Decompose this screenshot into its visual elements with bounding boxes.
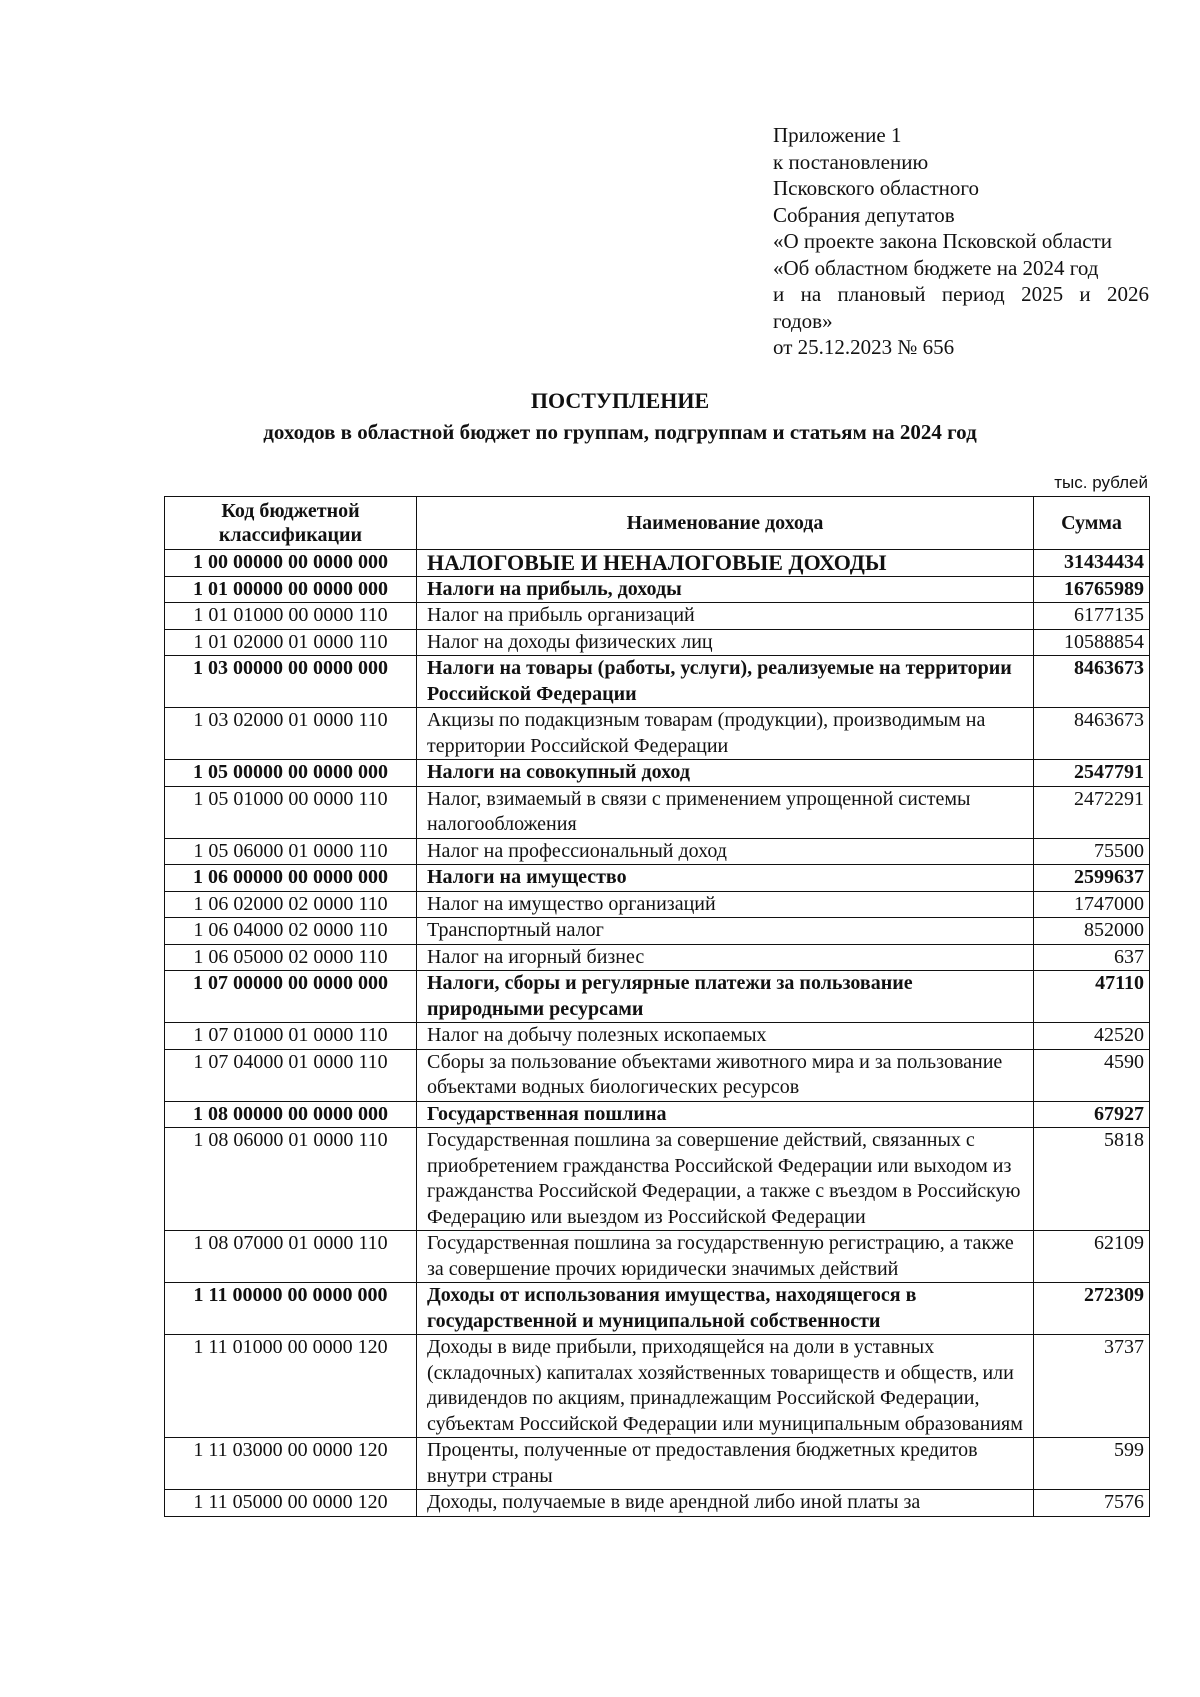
amount-cell: 8463673 [1034,656,1150,708]
name-cell: Государственная пошлина за государственную регистрацию, а также за совершение прочих юридически значимых действий [417,1231,1034,1283]
name-cell: НАЛОГОВЫЕ И НЕНАЛОГОВЫЕ ДОХОДЫ [417,550,1034,577]
table-row [165,838,1150,865]
code-cell: 1 01 02000 01 0000 110 [165,629,417,656]
appendix-line: Приложение 1 [773,123,902,147]
table-row [165,629,1150,656]
code-cell: 1 01 01000 00 0000 110 [165,603,417,630]
name-cell: Налоги на совокупный доход [417,760,1034,787]
table-row [165,1049,1150,1101]
unit-label: тыс. рублей [1054,473,1148,492]
name-cell: Налоги, сборы и регулярные платежи за пользование природными ресурсами [417,971,1034,1023]
name-cell: Государственная пошлина [417,1101,1034,1128]
amount-cell: 2599637 [1034,865,1150,892]
amount-cell: 272309 [1034,1283,1150,1335]
name-cell: Налоги на имущество [417,865,1034,892]
table-row [165,865,1150,892]
amount-cell: 8463673 [1034,708,1150,760]
code-cell: 1 01 00000 00 0000 000 [165,576,417,603]
revenue-table [164,496,1150,1517]
code-cell: 1 03 02000 01 0000 110 [165,708,417,760]
code-cell: 1 08 06000 01 0000 110 [165,1128,417,1231]
appendix-line: и на плановый период 2025 и 2026 [773,282,1149,306]
amount-cell: 3737 [1034,1335,1150,1438]
table-row [165,576,1150,603]
amount-cell: 10588854 [1034,629,1150,656]
table-row [165,1128,1150,1231]
table-row [165,1231,1150,1283]
appendix-line: к постановлению [773,149,929,174]
amount-cell: 31434434 [1034,550,1150,577]
table-row [165,550,1150,577]
code-cell: 1 05 00000 00 0000 000 [165,760,417,787]
code-cell: 1 07 01000 01 0000 110 [165,1023,417,1050]
amount-cell: 5818 [1034,1128,1150,1231]
code-cell: 1 06 00000 00 0000 000 [165,865,417,892]
name-cell: Налог на профессиональный доход [417,838,1034,865]
amount-cell: 2547791 [1034,760,1150,787]
name-cell: Налоги на товары (работы, услуги), реализуемые на территории Российской Федерации [417,656,1034,708]
appendix-note [773,122,1149,361]
table-header-row [165,497,1150,550]
header-code: Код бюджетной классификации [165,497,417,550]
code-cell: 1 08 00000 00 0000 000 [165,1101,417,1128]
name-cell: Налог на добычу полезных ископаемых [417,1023,1034,1050]
table-row [165,1490,1150,1517]
table-row [165,1335,1150,1438]
appendix-line: годов» [773,308,833,333]
table-row [165,944,1150,971]
name-cell: Налог на игорный бизнес [417,944,1034,971]
appendix-line: Собрания депутатов [773,202,955,227]
code-cell: 1 05 01000 00 0000 110 [165,786,417,838]
amount-cell: 67927 [1034,1101,1150,1128]
amount-cell: 852000 [1034,918,1150,945]
table-row [165,786,1150,838]
name-cell: Налог, взимаемый в связи с применением упрощенной системы налогообложения [417,786,1034,838]
code-cell: 1 05 06000 01 0000 110 [165,838,417,865]
table-body [165,550,1150,1517]
name-cell: Налоги на прибыль, доходы [417,576,1034,603]
amount-cell: 637 [1034,944,1150,971]
amount-cell: 4590 [1034,1049,1150,1101]
name-cell: Налог на прибыль организаций [417,603,1034,630]
code-cell: 1 11 05000 00 0000 120 [165,1490,417,1517]
table-row [165,971,1150,1023]
name-cell: Доходы в виде прибыли, приходящейся на доли в уставных (складочных) капиталах хозяйственных товариществ и обществ, или дивидендов по акциям, принадлежащим Российской Федерации, субъектам Российской Федерации или муниципальным образованиям [417,1335,1034,1438]
name-cell: Налог на имущество организаций [417,891,1034,918]
table-row [165,891,1150,918]
amount-cell: 2472291 [1034,786,1150,838]
amount-cell: 16765989 [1034,576,1150,603]
code-cell: 1 00 00000 00 0000 000 [165,550,417,577]
name-cell: Доходы, получаемые в виде арендной либо иной платы за [417,1490,1034,1517]
amount-cell: 7576 [1034,1490,1150,1517]
code-cell: 1 06 04000 02 0000 110 [165,918,417,945]
table-row [165,656,1150,708]
table-row [165,760,1150,787]
name-cell: Транспортный налог [417,918,1034,945]
code-cell: 1 06 02000 02 0000 110 [165,891,417,918]
header-amount: Сумма [1034,497,1150,550]
appendix-line: Псковского областного [773,176,980,200]
header-name: Наименование дохода [417,497,1034,550]
amount-cell: 47110 [1034,971,1150,1023]
document-subtitle: доходов в областной бюджет по группам, подгруппам и статьям на 2024 год [263,420,977,444]
appendix-line: «Об областном бюджете на 2024 год [773,255,1099,280]
name-cell: Сборы за пользование объектами животного мира и за пользование объектами водных биологических ресурсов [417,1049,1034,1101]
table-row [165,918,1150,945]
appendix-line: «О проекте закона Псковской области [773,229,1113,253]
code-cell: 1 03 00000 00 0000 000 [165,656,417,708]
amount-cell: 75500 [1034,838,1150,865]
amount-cell: 42520 [1034,1023,1150,1050]
amount-cell: 599 [1034,1438,1150,1490]
table-row [165,1101,1150,1128]
table-row [165,1283,1150,1335]
amount-cell: 62109 [1034,1231,1150,1283]
code-cell: 1 07 00000 00 0000 000 [165,971,417,1023]
code-cell: 1 07 04000 01 0000 110 [165,1049,417,1101]
table-row [165,708,1150,760]
name-cell: Государственная пошлина за совершение действий, связанных с приобретением гражданства Российской Федерации или выходом из гражданства Российской Федерации, а также с въездом в Российскую Федерацию или выездом из Российской Федерации [417,1128,1034,1231]
table-row [165,1438,1150,1490]
name-cell: Доходы от использования имущества, находящегося в государственной и муниципальной собственности [417,1283,1034,1335]
table-row [165,1023,1150,1050]
name-cell: Налог на доходы физических лиц [417,629,1034,656]
code-cell: 1 11 00000 00 0000 000 [165,1283,417,1335]
code-cell: 1 06 05000 02 0000 110 [165,944,417,971]
name-cell: Акцизы по подакцизным товарам (продукции), производимым на территории Российской Федерации [417,708,1034,760]
document-title: ПОСТУПЛЕНИЕ [530,388,710,413]
code-cell: 1 11 03000 00 0000 120 [165,1438,417,1490]
code-cell: 1 08 07000 01 0000 110 [165,1231,417,1283]
table-row [165,603,1150,630]
name-cell: Проценты, полученные от предоставления бюджетных кредитов внутри страны [417,1438,1034,1490]
amount-cell: 1747000 [1034,891,1150,918]
appendix-line: от 25.12.2023 № 656 [773,335,955,359]
code-cell: 1 11 01000 00 0000 120 [165,1335,417,1438]
amount-cell: 6177135 [1034,603,1150,630]
